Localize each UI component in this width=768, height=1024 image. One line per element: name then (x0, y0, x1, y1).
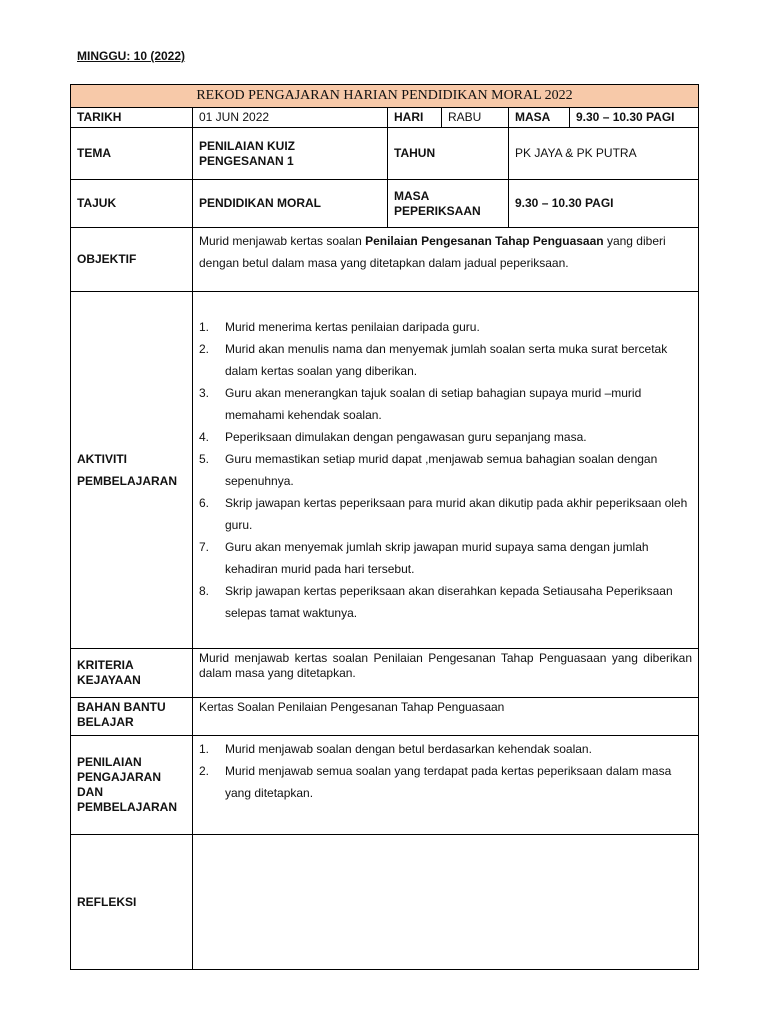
tahun-label: TAHUN (388, 128, 509, 180)
aktiviti-label: AKTIVITI PEMBELAJARAN (71, 292, 193, 649)
penilaian-cell (193, 736, 699, 835)
list-item-number: 8. (199, 584, 210, 598)
masa-value: 9.30 – 10.30 PAGI (570, 108, 699, 128)
page-title: REKOD PENGAJARAN HARIAN PENDIDIKAN MORAL 2022 (71, 85, 699, 108)
list-item (199, 492, 692, 536)
list-item-number: 1. (199, 320, 210, 334)
list-item-text: Murid menjawab soalan dengan betul berdasarkan kehendak soalan. (225, 742, 592, 756)
aktiviti-cell (193, 292, 699, 649)
refleksi-label: REFLEKSI (71, 835, 193, 970)
kriteria-label: KRITERIA KEJAYAAN (71, 649, 193, 698)
lesson-record-table (70, 84, 699, 970)
objektif-value (193, 228, 699, 292)
refleksi-value (193, 835, 699, 970)
list-item-number: 3. (199, 386, 210, 400)
list-item-text: Guru memastikan setiap murid dapat ,menjawab semua bahagian soalan dengan sepenuhnya. (225, 452, 658, 488)
list-item (199, 382, 692, 426)
objektif-text-before: Murid menjawab kertas soalan (199, 234, 366, 248)
kriteria-value: Murid menjawab kertas soalan Penilaian Pengesanan Tahap Penguasaan yang diberikan dalam masa yang ditetapkan. (193, 649, 699, 698)
aktiviti-list (199, 316, 692, 624)
list-item (199, 738, 692, 760)
list-item (199, 316, 692, 338)
list-item (199, 426, 692, 448)
objektif-label: OBJEKTIF (71, 228, 193, 292)
list-item-number: 6. (199, 496, 210, 510)
list-item-number: 5. (199, 452, 210, 466)
list-item-text: Skrip jawapan kertas peperiksaan akan diserahkan kepada Setiausaha Peperiksaan selepas tamat waktunya. (225, 584, 673, 620)
hari-label: HARI (388, 108, 442, 128)
list-item-text: Peperiksaan dimulakan dengan pengawasan guru sepanjang masa. (225, 430, 587, 444)
objektif-text-bold: Penilaian Pengesanan Tahap Penguasaan (365, 234, 604, 248)
hari-value: RABU (442, 108, 509, 128)
list-item-text: Murid menjawab semua soalan yang terdapat pada kertas peperiksaan dalam masa yang ditetapkan. (225, 764, 672, 800)
list-item-number: 2. (199, 764, 210, 778)
tema-value: PENILAIAN KUIZ PENGESANAN 1 (193, 128, 388, 180)
list-item-text: Guru akan menyemak jumlah skrip jawapan murid supaya sama dengan jumlah kehadiran murid pada hari tersebut. (225, 540, 649, 576)
masa-peperiksaan-value: 9.30 – 10.30 PAGI (509, 180, 699, 228)
list-item-text: Skrip jawapan kertas peperiksaan para murid akan dikutip pada akhir peperiksaan oleh guru. (225, 496, 688, 532)
tema-label: TEMA (71, 128, 193, 180)
week-label: MINGGU: 10 (2022) (77, 49, 186, 63)
masa-label: MASA (509, 108, 570, 128)
penilaian-list (199, 738, 692, 804)
list-item-text: Murid menerima kertas penilaian daripada guru. (225, 320, 480, 334)
list-item-text: Guru akan menerangkan tajuk soalan di setiap bahagian supaya murid –murid memahami kehendak soalan. (225, 386, 642, 422)
list-item-number: 1. (199, 742, 210, 756)
objektif-text-after: yang diberi dengan betul dalam masa yang ditetapkan dalam jadual peperiksaan. (199, 234, 666, 270)
list-item-number: 2. (199, 342, 210, 356)
tarikh-label: TARIKH (71, 108, 193, 128)
list-item (199, 536, 692, 580)
list-item (199, 338, 692, 382)
list-item (199, 760, 692, 804)
tarikh-value: 01 JUN 2022 (193, 108, 388, 128)
list-item-number: 4. (199, 430, 210, 444)
tajuk-value: PENDIDIKAN MORAL (193, 180, 388, 228)
bahan-label: BAHAN BANTU BELAJAR (71, 698, 193, 736)
penilaian-label: PENILAIAN PENGAJARAN DAN PEMBELAJARAN (71, 736, 193, 835)
list-item (199, 448, 692, 492)
list-item-number: 7. (199, 540, 210, 554)
tajuk-label: TAJUK (71, 180, 193, 228)
list-item (199, 580, 692, 624)
tahun-value: PK JAYA & PK PUTRA (509, 128, 699, 180)
bahan-value: Kertas Soalan Penilaian Pengesanan Tahap Penguasaan (193, 698, 699, 736)
masa-peperiksaan-label: MASA PEPERIKSAAN (388, 180, 509, 228)
list-item-text: Murid akan menulis nama dan menyemak jumlah soalan serta muka surat bercetak dalam kertas soalan yang diberikan. (225, 342, 668, 378)
